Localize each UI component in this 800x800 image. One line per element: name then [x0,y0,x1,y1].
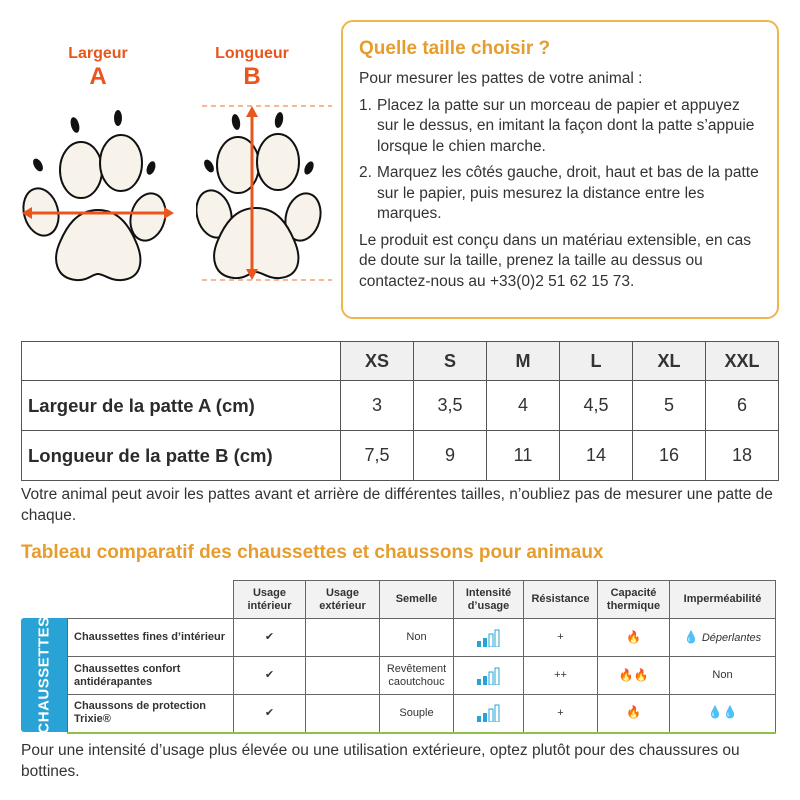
waterproof-cell [670,695,776,733]
table-cell: 18 [706,431,779,481]
comparison-title: Tableau comparatif des chaussettes et chaussons pour animaux [21,542,604,563]
intensity-cell [454,695,524,733]
column-header: Semelle [380,581,454,619]
size-table-corner [22,342,341,381]
table-cell: Revêtement caoutchouc [380,657,454,695]
flame-icon: 🔥 [626,629,641,644]
table-cell: ++ [524,657,598,695]
sizing-help-title: Quelle taille choisir ? [359,38,551,59]
signal-bars-icon [476,667,502,685]
table-row [22,381,779,431]
sizing-step-number: 1. [359,96,372,114]
category-band [21,618,67,732]
product-name: Chaussettes fines d’intérieur [68,619,234,657]
table-cell: 9 [414,431,487,481]
table-cell: 14 [560,431,633,481]
water-drop-icon: 💧 [707,705,723,720]
table-cell: Non [670,657,776,695]
comparison-table-wrapper [21,580,781,734]
sizing-help-note: Le produit est conçu dans un matériau extensible, en cas de doute sur la taille, prenez la taille au dessus ou contactez-nous au +33(0)2 51 62 15 73. [359,231,752,290]
size-header: XL [633,342,706,381]
paw-a-illustration [18,100,178,290]
size-table [21,341,779,481]
table-cell: 11 [487,431,560,481]
table-row [68,619,776,657]
paw-length-label-block [192,44,312,90]
table-cell: 16 [633,431,706,481]
sizing-step-text: Placez la patte sur un morceau de papier et appuyez sur le dessus, en imitant la façon dont la patte s’appuie lorsque le chien marche. [377,96,755,155]
table-cell [306,619,380,657]
sizing-step-text: Marquez les côtés gauche, droit, haut et bas de la patte sur le papier, puis mesurez la distance entre les marques. [377,164,759,222]
product-name: Chaussettes confort antidérapantes [68,657,234,695]
usage-note: Pour une intensité d’usage plus élevée ou une utilisation extérieure, optez plutôt pour des chaussures ou bottines. [21,742,740,780]
table-cell: Souple [380,695,454,733]
table-cell: + [524,695,598,733]
table-cell: Non [380,619,454,657]
table-cell [306,657,380,695]
thermal-cell [598,657,670,695]
intensity-cell [454,657,524,695]
checkmark-icon: ✔ [234,619,306,657]
thermal-cell [598,619,670,657]
comparison-corner [68,581,234,619]
flame-icon: 🔥 [626,705,641,720]
size-header: XXL [706,342,779,381]
size-note: Votre animal peut avoir les pattes avant et arrière de différentes tailles, n’oubliez pas de mesurer une patte de chaque. [21,486,773,524]
size-table-header [22,342,779,381]
size-header: S [414,342,487,381]
paw-b-label: Longueur [215,45,289,62]
paw-b-illustration [196,100,336,290]
table-cell: + [524,619,598,657]
intensity-cell [454,619,524,657]
sizing-help-intro: Pour mesurer les pattes de votre animal : [359,70,643,87]
table-cell [306,695,380,733]
sizing-help-box [341,20,779,319]
category-label: CHAUSSETTES [35,616,53,734]
column-header: Usage extérieur [306,581,380,619]
table-row [68,657,776,695]
sizing-help-steps [359,96,759,225]
flame-icon: 🔥 [633,667,649,682]
size-header: L [560,342,633,381]
table-cell: 3 [341,381,414,431]
table-cell: 7,5 [341,431,414,481]
signal-bars-icon [476,704,502,722]
checkmark-icon: ✔ [234,657,306,695]
paw-width-label-block [18,44,178,90]
comparison-header-row [68,581,776,619]
sizing-step-number: 2. [359,164,372,181]
waterproof-label: Déperlantes [701,631,762,644]
table-cell: 4 [487,381,560,431]
row-label: Largeur de la patte A (cm) [22,381,341,431]
column-header: Capacité thermique [598,581,670,619]
column-header: Imperméabilité [670,581,776,619]
signal-bars-icon [476,629,502,647]
table-cell: 4,5 [560,381,633,431]
table-row [68,695,776,733]
row-label: Longueur de la patte B (cm) [22,431,341,481]
table-cell: 5 [633,381,706,431]
sizing-step [359,163,759,225]
column-header: Usage intérieur [234,581,306,619]
column-header: Résistance [524,581,598,619]
comparison-table [67,580,776,734]
water-drop-icon: 💧 [683,629,699,644]
paw-a-label: Largeur [68,45,128,62]
water-drop-icon: 💧 [722,705,738,720]
waterproof-cell [670,619,776,657]
size-header: XS [341,342,414,381]
paw-a-letter: A [89,63,107,90]
table-row [22,431,779,481]
sizing-step [359,96,759,158]
size-header: M [487,342,560,381]
checkmark-icon: ✔ [234,695,306,733]
column-header: Intensité d’usage [454,581,524,619]
table-cell: 6 [706,381,779,431]
paw-b-letter: B [243,63,261,90]
table-cell: 3,5 [414,381,487,431]
product-name: Chaussons de protection Trixie® [68,695,234,733]
thermal-cell [598,695,670,733]
flame-icon: 🔥 [618,667,634,682]
